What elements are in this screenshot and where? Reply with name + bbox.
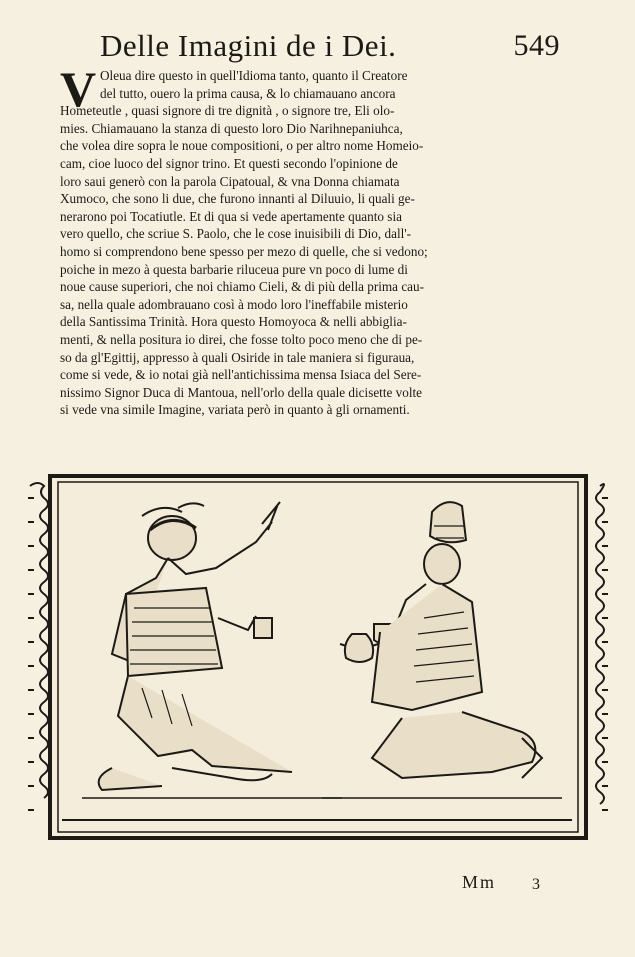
text-line: della Santissima Trinità. Hora questo Homoyoca & nelli abbiglia- [60,314,407,330]
right-floral-border [596,484,608,810]
left-floral-border [28,483,48,810]
woodcut-illustration [22,468,614,848]
text-line: si vede vna simile Imagine, variata però in quanto à gli ornamenti. [60,402,410,418]
text-line: menti, & nella positura io direi, che fosse tolto poco meno che di pe- [60,331,423,347]
text-line: sa, nella quale adombrauano così à modo loro l'ineffabile misterio [60,296,408,312]
text-line: cam, cioe luoco del signor trino. Et questi secondo l'opinione de [60,155,398,171]
page-title: Delle Imagini de i Dei. [100,28,397,63]
text-line: Hometeutle , quasi signore di tre dignità , o signore tre, Eli olo- [60,103,395,119]
text-line: homo si comprendono bene spesso per mezo di quelle, che si vedono; [60,243,428,259]
drop-cap: V [60,61,97,117]
text-line: Xumoco, che sono li due, che furono innanti al Diluuio, li quali ge- [60,191,415,207]
text-line: vero quello, che scriue S. Paolo, che le cose inuisibili di Dio, dall'- [60,226,412,242]
text-line: noue cause superiori, che noi chiamo Cieli, & di più della prima cau- [60,279,425,295]
text-line: poiche in mezo à questa barbarie riluceua pure vn poco di lume di [60,261,408,277]
running-head [100,24,560,68]
text-line: Oleua dire questo in quell'Idioma tanto, quanto il Creatore [100,68,408,83]
text-line: so da gl'Egittij, appresso à quali Osiride in tale maniera si figuraua, [60,349,415,365]
signature-number: 3 [532,876,540,893]
page-number: 549 [513,29,560,62]
body-text [60,61,528,419]
text-line: nissimo Signor Duca di Mantoua, nell'orlo della quale dicisette volte [60,384,423,400]
text-line: che volea dire sopra le noue compositioni, o per altro nome Homeio- [60,138,424,154]
text-line: come si vede, & io notai già nell'antichissima mensa Isiaca del Sere- [60,367,422,383]
text-line: nerarono poi Tocatiutle. Et di qua si vede apertamente quanto sia [60,208,402,224]
text-line: loro saui generò con la parola Cipatoual, & vna Donna chiamata [60,173,400,189]
printer-signature: Mm [462,872,497,892]
text-line: mies. Chiamauano la stanza di questo loro Dio Narihnepaniuhca, [60,120,403,136]
text-line: del tutto, ouero la prima causa, & lo chiamauano ancora [100,85,396,101]
